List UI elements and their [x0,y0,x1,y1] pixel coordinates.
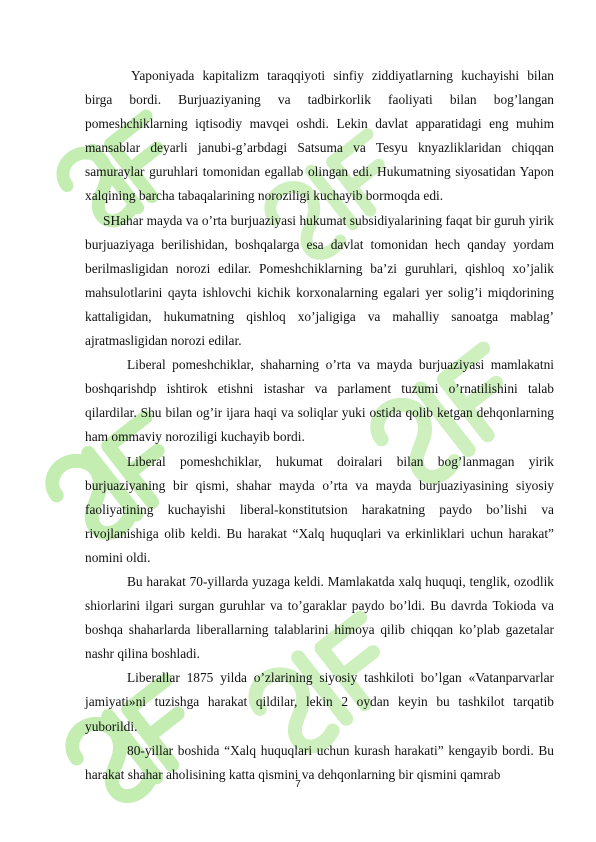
paragraph-6: Liberallar 1875 yilda o’zlarining siyosiy tashkiloti bo’lgan «Vatanparvarlar jamiyati»ni tuzishga harakat qildilar, lekin 2 oydan keyin bu tashkilot tarqatib yuborildi. [85,670,554,734]
paragraph-1: Yaponiyada kapitalizm taraqqiyoti sinfiy ziddiyatlarning kuchayishi bilan birga bordi. Burjuaziyaning va tadbirkorlik faoliyati bilan bog’langan pomeshchiklarning iqtisodiy mavqei oshdi. Lekin davlat apparatidagi eng muhim mansablar deyarli janubi-g’arbdagi Satsuma va Tesyu knyazliklaridan chiqqan samuraylar guruhlari tomonidan egallab olingan edi. Hukumatning siyosatidan Yapon xalqining barcha tabaqalarining noroziligi kuchayib bormoqda edi. [85,68,554,204]
paragraph-7: 80-yillar boshida “Xalq huquqlari uchun kurash harakati” kengayib bordi. Bu harakat shahar aholisining katta qismini va dehqonlarning bir qismini qamrab [85,742,554,782]
paragraph-4: Liberal pomeshchiklar, hukumat doiralari bilan bog’lanmagan yirik burjuaziyaning bir qismi, shahar mayda o’rta va mayda burjuaziyasining siyosiy faoliyatining kuchayishi liberal-konstitutsion harakatning paydo bo’lishi va rivojlanishiga olib keldi. Bu harakat “Xalq huquqlari va erkinliklari uchun harakat” nomini oldi. [85,453,554,565]
paragraph-2: SHahar mayda va o’rta burjuaziyasi hukumat subsidiyalarining faqat bir guruh yirik burjuaziyaga berilishidan, boshqalarga esa davlat tomonidan hech qanday yordam berilmasligidan norozi edilar. Pomeshchiklarning ba’zi guruhlari, qishloq xo’jalik mahsulotlarini qayta ishlovchi kichik korxonalarning egalari yer solig’i miqdorining kattaligidan, hukumatning qishloq xo’jaligiga va mahalliy sanoatga mablag’ ajratmasligidan norozi edilar. [85,212,554,349]
page-number: 7 [295,779,301,790]
paragraph-5: Bu harakat 70-yillarda yuzaga keldi. Mamlakatda xalq huquqi, tenglik, ozodlik shiorlarini ilgari surgan guruhlar va to’garaklar paydo bo’ldi. Bu davrda Tokioda va boshqa shaharlarda liberallarning talablarini himoya qilib chiqqan ko’plab gazetalar nashr qilina boshladi. [85,573,554,662]
paragraph-3: Liberal pomeshchiklar, shaharning o’rta va mayda burjuaziyasi mamlakatni boshqarishdp ishtirok etishni istashar va parlament tuzumi o’rnatilishini talab qilardilar. Shu bilan og’ir ijara haqi va soliqlar yuki ostida qolib ketgan dehqonlarning ham ommaviy noroziligi kuchayib bordi. [85,357,554,445]
document-body [85,64,554,787]
